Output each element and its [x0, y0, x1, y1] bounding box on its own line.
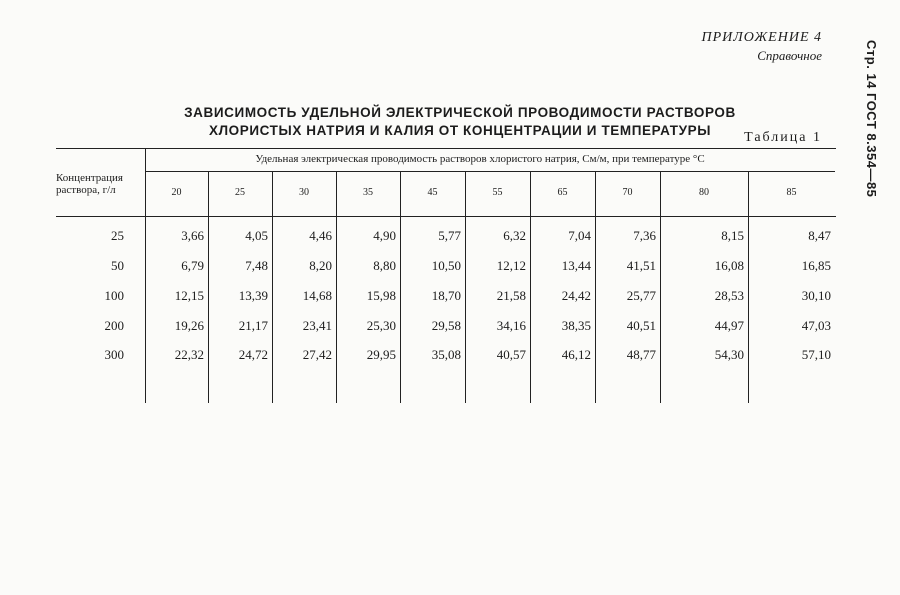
- conductivity-value-cell: 38,35: [561, 318, 591, 333]
- temperature-header-cell: 25: [235, 187, 245, 198]
- conductivity-value-cell: 22,32: [174, 347, 204, 362]
- conductivity-value-cell: 40,51: [626, 318, 656, 333]
- conductivity-value-cell: 8,15: [721, 228, 744, 243]
- appendix-title: ПРИЛОЖЕНИЕ 4: [701, 30, 822, 45]
- conductivity-value-cell: 40,57: [496, 347, 526, 362]
- conductivity-value-cell: 24,72: [238, 347, 268, 362]
- conductivity-value-cell: 8,20: [309, 258, 332, 273]
- conductivity-value-cell: 4,05: [245, 228, 268, 243]
- conductivity-value-cell: 16,08: [714, 258, 744, 273]
- temperature-header-cell: 65: [557, 187, 568, 198]
- concentration-cell: 100: [104, 288, 124, 303]
- table-label: Таблица 1: [744, 130, 822, 145]
- temperature-header-cell: 35: [363, 187, 373, 198]
- header-inner-rule: [145, 171, 835, 172]
- concentration-cell: 50: [111, 258, 124, 273]
- conductivity-value-cell: 41,51: [626, 258, 656, 273]
- document-title: [150, 104, 770, 140]
- conductivity-value-cell: 19,26: [174, 318, 204, 333]
- conductivity-value-cell: 8,80: [373, 258, 396, 273]
- conductivity-value-cell: 7,04: [568, 228, 591, 243]
- conductivity-value-cell: 12,15: [174, 288, 204, 303]
- conductivity-value-cell: 57,10: [801, 347, 831, 362]
- temperature-header-cell: 85: [786, 187, 797, 198]
- conductivity-value-cell: 44,97: [714, 318, 744, 333]
- temperature-header-cell: 45: [427, 187, 438, 198]
- temperature-header-cell: 80: [699, 187, 709, 198]
- temperature-header-cell: 70: [622, 187, 633, 198]
- conductivity-value-cell: 14,68: [302, 288, 332, 303]
- conductivity-value-cell: 7,48: [245, 258, 268, 273]
- conductivity-value-cell: 8,47: [808, 228, 831, 243]
- concentration-cell: 25: [111, 228, 124, 243]
- conductivity-value-cell: 25,77: [626, 288, 656, 303]
- temperature-header-cell: 30: [299, 187, 309, 198]
- conductivity-value-cell: 23,41: [302, 318, 332, 333]
- temperature-header-cell: 20: [171, 187, 182, 198]
- conductivity-value-cell: 27,42: [302, 347, 332, 362]
- conductivity-value-cell: 48,77: [626, 347, 656, 362]
- conductivity-value-cell: 13,44: [561, 258, 591, 273]
- conductivity-value-cell: 30,10: [801, 288, 831, 303]
- table-top-rule: [56, 148, 836, 149]
- conductivity-value-cell: 24,42: [561, 288, 591, 303]
- conductivity-value-cell: 15,98: [366, 288, 396, 303]
- page-sidebar-standard-number: Стр. 14 ГОСТ 8.354—85: [864, 40, 879, 198]
- conductivity-value-cell: 18,70: [431, 288, 461, 303]
- conductivity-value-cell: 47,03: [801, 318, 831, 333]
- conductivity-value-cell: 12,12: [496, 258, 526, 273]
- conductivity-value-cell: 16,85: [801, 258, 831, 273]
- conductivity-value-cell: 3,66: [181, 228, 204, 243]
- temperature-header-cell: 55: [492, 187, 503, 198]
- appendix-subtitle: Справочное: [757, 48, 822, 63]
- title-line-2: ХЛОРИСТЫХ НАТРИЯ И КАЛИЯ ОТ КОНЦЕНТРАЦИИ И ТЕМПЕРАТУРЫ: [208, 123, 712, 138]
- concentration-cell: 300: [104, 347, 124, 362]
- conductivity-value-cell: 7,36: [633, 228, 656, 243]
- conductivity-value-cell: 21,17: [238, 318, 268, 333]
- appendix-heading: [702, 30, 822, 64]
- title-line-1: ЗАВИСИМОСТЬ УДЕЛЬНОЙ ЭЛЕКТРИЧЕСКОЙ ПРОВОДИМОСТИ РАСТВОРОВ: [184, 105, 736, 120]
- conductivity-value-cell: 25,30: [366, 318, 396, 333]
- conductivity-value-cell: 10,50: [431, 258, 461, 273]
- conductivity-value-cell: 4,46: [309, 228, 332, 243]
- conductivity-value-cell: 6,32: [503, 228, 526, 243]
- conductivity-value-cell: 6,79: [181, 258, 204, 273]
- conductivity-value-cell: 5,77: [438, 228, 461, 243]
- conductivity-value-cell: 46,12: [561, 347, 591, 362]
- conductivity-value-cell: 34,16: [496, 318, 526, 333]
- conductivity-value-cell: 13,39: [238, 288, 268, 303]
- conductivity-value-cell: 28,53: [714, 288, 744, 303]
- span-header: Удельная электрическая проводимость растворов хлористого натрия, См/м, при температуре °С: [255, 153, 705, 165]
- conductivity-value-cell: 4,90: [373, 228, 396, 243]
- conductivity-value-cell: 54,30: [714, 347, 744, 362]
- concentration-cell: 200: [104, 318, 124, 333]
- conductivity-value-cell: 29,58: [431, 318, 461, 333]
- conductivity-value-cell: 21,58: [496, 288, 526, 303]
- row-header: Концентрация раствора, г/л: [56, 172, 123, 196]
- conductivity-value-cell: 29,95: [366, 347, 396, 362]
- conductivity-value-cell: 35,08: [431, 347, 461, 362]
- header-bottom-rule: [56, 216, 836, 217]
